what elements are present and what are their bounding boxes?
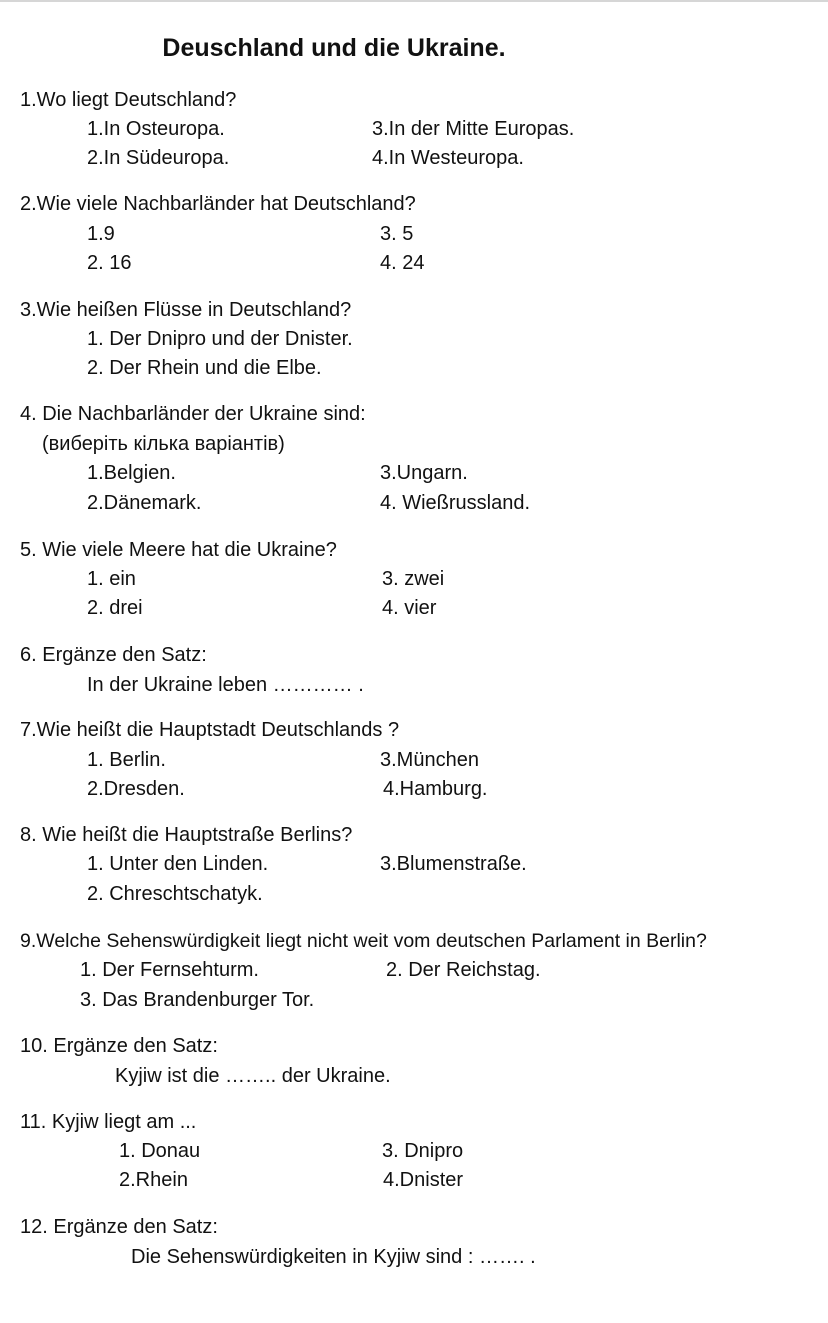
question-4: 4. Die Nachbarländer der Ukraine sind: (20, 403, 366, 425)
answer-option: 1. Berlin. (87, 749, 166, 771)
answer-option: 3. zwei (382, 568, 445, 590)
answer-option: 2.Dänemark. (87, 492, 202, 514)
answer-option: 2. drei (87, 597, 143, 619)
answer-option: 1. Unter den Linden. (87, 853, 269, 875)
answer-option: 1.Belgien. (87, 462, 176, 484)
answer-option: 3. Dnipro (382, 1140, 464, 1162)
question-1: 1.Wo liegt Deutschland? (20, 89, 237, 111)
question-12: 12. Ergänze den Satz: (20, 1216, 218, 1238)
answer-option: 4. vier (382, 597, 437, 619)
answer-option: 3.Ungarn. (380, 462, 468, 484)
answer-option: 4. 24 (380, 252, 425, 274)
question-7: 7.Wie heißt die Hauptstadt Deutschlands ? (20, 719, 400, 741)
answer-option: 2.Dresden. (87, 778, 185, 800)
answer-option: 1.In Osteuropa. (87, 118, 225, 140)
answer-option: 2. Der Rhein und die Elbe. (87, 357, 322, 379)
answer-option: 2.Rhein (119, 1169, 188, 1191)
answer-option: 3.Blumenstraße. (380, 853, 527, 875)
question-3: 3.Wie heißen Flüsse in Deutschland? (20, 299, 352, 321)
answer-option: 3. 5 (380, 223, 414, 245)
answer-option: 4.Dnister (383, 1169, 464, 1191)
question-2: 2.Wie viele Nachbarländer hat Deutschland? (20, 193, 416, 215)
fill-in-sentence: Die Sehenswürdigkeiten in Kyjiw sind : ……. . (131, 1246, 536, 1268)
answer-option: 2. 16 (87, 252, 132, 274)
answer-option: 1.9 (87, 223, 115, 245)
answer-option: 4.In Westeuropa. (372, 147, 524, 169)
question-10: 10. Ergänze den Satz: (20, 1035, 218, 1057)
question-11: 11. Kyjiw liegt am ... (20, 1111, 197, 1133)
answer-option: 1. Der Dnipro und der Dnister. (87, 328, 353, 350)
answer-option: 4.Hamburg. (383, 778, 488, 800)
top-border (0, 0, 828, 2)
answer-option: 1. ein (87, 568, 136, 590)
answer-option: 1. Donau (119, 1140, 201, 1162)
fill-in-sentence: In der Ukraine leben ………… . (87, 674, 364, 696)
question-6: 6. Ergänze den Satz: (20, 644, 207, 666)
answer-option: 4. Wießrussland. (380, 492, 531, 514)
answer-option: 3.In der Mitte Europas. (372, 118, 575, 140)
question-8: 8. Wie heißt die Hauptstraße Berlins? (20, 824, 353, 846)
answer-option: 3. Das Brandenburger Tor. (80, 989, 315, 1011)
question-4-note: (виберіть кілька варіантів) (42, 433, 285, 455)
answer-option: 2. Chreschtschatyk. (87, 883, 263, 905)
answer-option: 1. Der Fernsehturm. (80, 959, 259, 981)
question-5: 5. Wie viele Meere hat die Ukraine? (20, 539, 337, 561)
page-title: Deuschland und die Ukraine. (162, 34, 506, 62)
fill-in-sentence: Kyjiw ist die …….. der Ukraine. (115, 1065, 391, 1087)
answer-option: 2. Der Reichstag. (386, 959, 541, 981)
answer-option: 2.In Südeuropa. (87, 147, 230, 169)
answer-option: 3.München (380, 749, 479, 771)
question-9: 9.Welche Sehenswürdigkeit liegt nicht weit vom deutschen Parlament in Berlin? (20, 930, 707, 952)
